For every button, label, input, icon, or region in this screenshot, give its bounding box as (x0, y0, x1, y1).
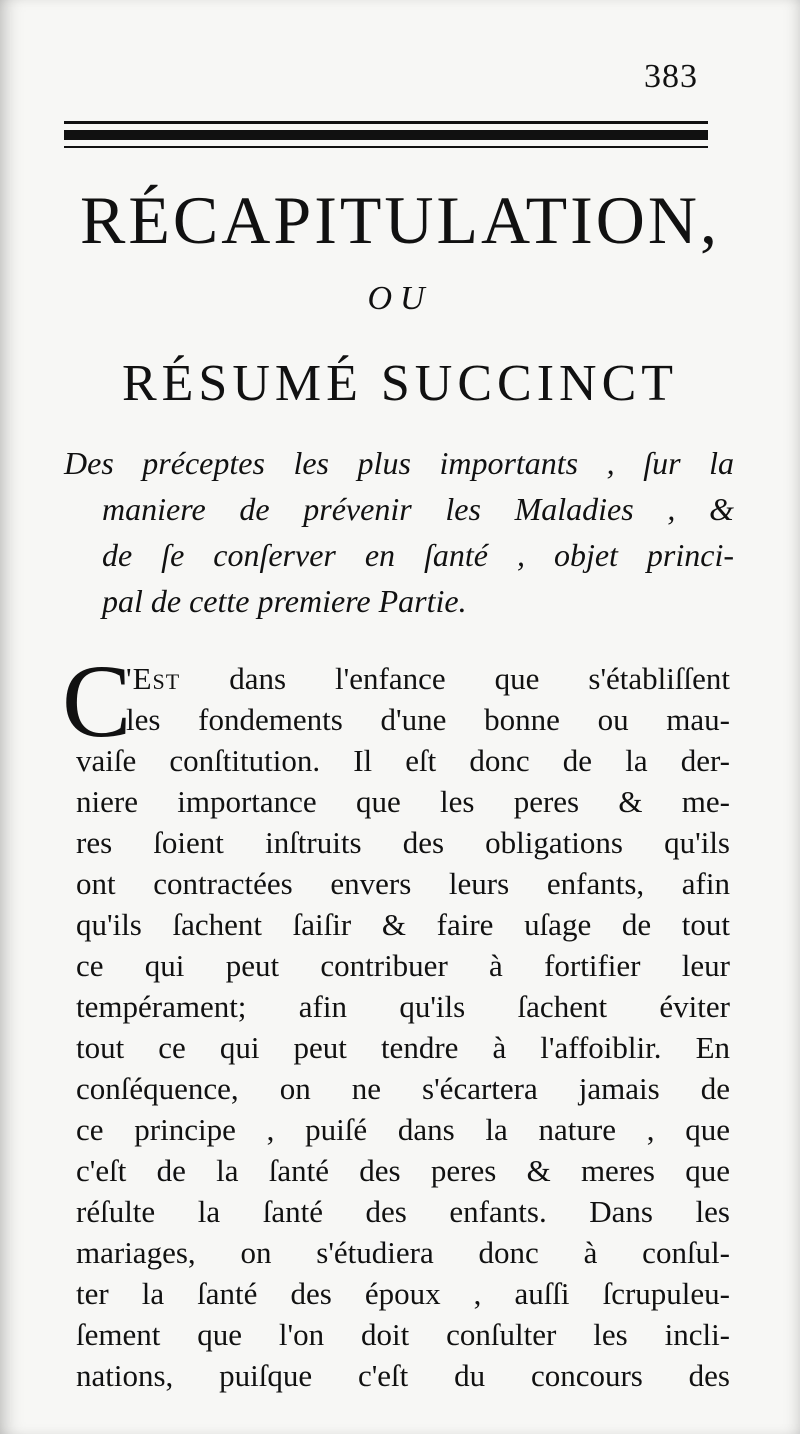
title-connector: OU (367, 280, 433, 317)
body-paragraph (76, 658, 730, 1396)
body-line: conſéquence, on ne s'écartera jamais de (76, 1071, 730, 1106)
chapter-title: RÉCAPITULATION, (80, 182, 720, 258)
header-rule-top (64, 121, 708, 124)
body-line: tempérament; afin qu'ils ſachent éviter (76, 989, 730, 1024)
body-line: c'eſt de la ſanté des peres & meres que (76, 1153, 730, 1188)
body-line: mariages, on s'étudiera donc à conſul- (76, 1235, 730, 1270)
subtitle-line: maniere de prévenir les Maladies , & (102, 491, 734, 527)
chapter-subtitle (64, 440, 734, 624)
body-line: réſulte la ſanté des enfants. Dans les (76, 1194, 730, 1229)
body-line: res ſoient inſtruits des obligations qu'ils (76, 825, 730, 860)
body-line-text: dans l'enfance que s'établiſſent (229, 661, 730, 696)
body-line-first (76, 658, 730, 699)
drop-cap: C (62, 644, 132, 759)
body-line: les fondements d'une bonne ou mau- (126, 702, 730, 737)
subtitle-line: pal de cette premiere Partie. (102, 583, 467, 619)
body-line: ont contractées envers leurs enfants, afin (76, 866, 730, 901)
subtitle-line: de ſe conſerver en ſanté , objet princi- (102, 537, 734, 573)
page-number: 383 (644, 58, 698, 95)
header-rule-middle (64, 130, 708, 140)
chapter-subtitle-heading: RÉSUMÉ SUCCINCT (121, 355, 679, 412)
header-rule-bottom (64, 146, 708, 148)
body-line: niere importance que les peres & me- (76, 784, 730, 819)
body-line: nations, puiſque c'eſt du concours des (76, 1358, 730, 1393)
body-line: vaiſe conſtitution. Il eſt donc de la der- (76, 743, 730, 778)
body-line: ce principe , puiſé dans la nature , que (76, 1112, 730, 1147)
body-line: qu'ils ſachent ſaiſir & faire uſage de tout (76, 907, 730, 942)
first-word: 'Est (126, 661, 181, 696)
body-line: ce qui peut contribuer à fortifier leur (76, 948, 730, 983)
body-line: ter la ſanté des époux , auſſi ſcrupuleu- (76, 1276, 730, 1311)
subtitle-line: Des préceptes les plus importants , ſur la (64, 445, 734, 481)
body-line: tout ce qui peut tendre à l'affoiblir. En (76, 1030, 730, 1065)
header-rule (64, 121, 708, 148)
body-line: ſement que l'on doit conſulter les incli- (76, 1317, 730, 1352)
